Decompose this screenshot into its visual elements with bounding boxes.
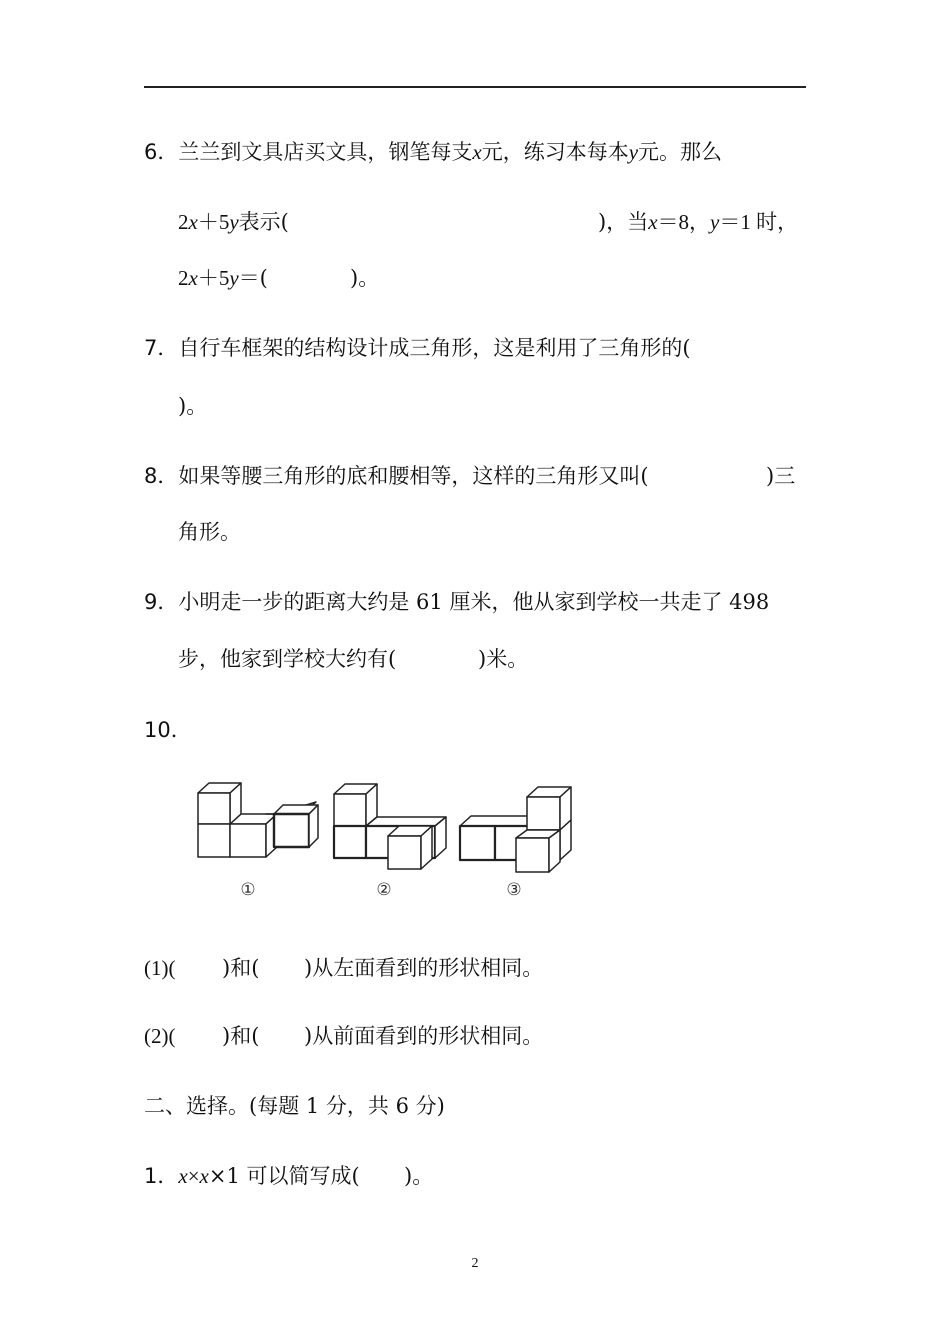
figure-2-cubes — [334, 784, 446, 869]
question-number: 10． — [144, 718, 192, 742]
choice-1: 1．x×x×1 可以简写成( — [144, 1164, 360, 1188]
question-number: 8． — [144, 464, 179, 488]
q9-line1: 9．小明走一步的距离大约是 61 厘米，他从家到学校一共走了 498 — [144, 590, 770, 614]
q6-line3-right: )。 — [350, 266, 380, 290]
q6-line3-left: 2x＋5y＝( — [178, 266, 268, 290]
figure-caption-1: ① — [240, 880, 256, 900]
figure-3-cubes — [460, 787, 571, 872]
section-title: 二、选择。(每题 1 分，共 6 分) — [144, 1094, 445, 1118]
q10-part2-end: )从前面看到的形状相同。 — [304, 1024, 544, 1048]
q8-line1-end: )三 — [766, 464, 796, 488]
q6-line1: 6．兰兰到文具店买文具，钢笔每支x元，练习本每本y元。那么 — [144, 140, 723, 164]
q6-line2-right: )，当x＝8，y＝1 时， — [598, 210, 799, 234]
page-number: 2 — [471, 1256, 479, 1271]
q7-line2: )。 — [178, 394, 208, 418]
question-number: 7． — [144, 336, 179, 360]
q10-part1-end: )从左面看到的形状相同。 — [304, 956, 544, 980]
q10-part2-mid: )和( — [222, 1024, 260, 1048]
question-number: 1． — [144, 1164, 179, 1188]
figure-caption-2: ② — [376, 880, 392, 900]
q10-number — [144, 716, 192, 744]
q6-line2-left: 2x＋5y表示( — [178, 210, 289, 234]
q10-part1-mid: )和( — [222, 956, 260, 980]
q9-line2-left: 步，他家到学校大约有( — [178, 647, 397, 671]
question-number: 6． — [144, 140, 179, 164]
cube-figures — [190, 772, 590, 902]
figure-caption-3: ③ — [506, 880, 522, 900]
choice-1-end: )。 — [404, 1164, 434, 1188]
q10-part1: (1)( — [144, 956, 176, 980]
q8-line1: 8．如果等腰三角形的底和腰相等，这样的三角形又叫( — [144, 464, 649, 488]
q7-line1: 7．自行车框架的结构设计成三角形，这是利用了三角形的( — [144, 336, 691, 360]
q9-line2-right: )米。 — [478, 647, 529, 671]
q10-part2: (2)( — [144, 1024, 176, 1048]
question-number: 9． — [144, 590, 179, 614]
header-rule — [144, 86, 806, 88]
q8-line2: 角形。 — [178, 520, 241, 544]
figure-1-cubes — [198, 783, 318, 857]
